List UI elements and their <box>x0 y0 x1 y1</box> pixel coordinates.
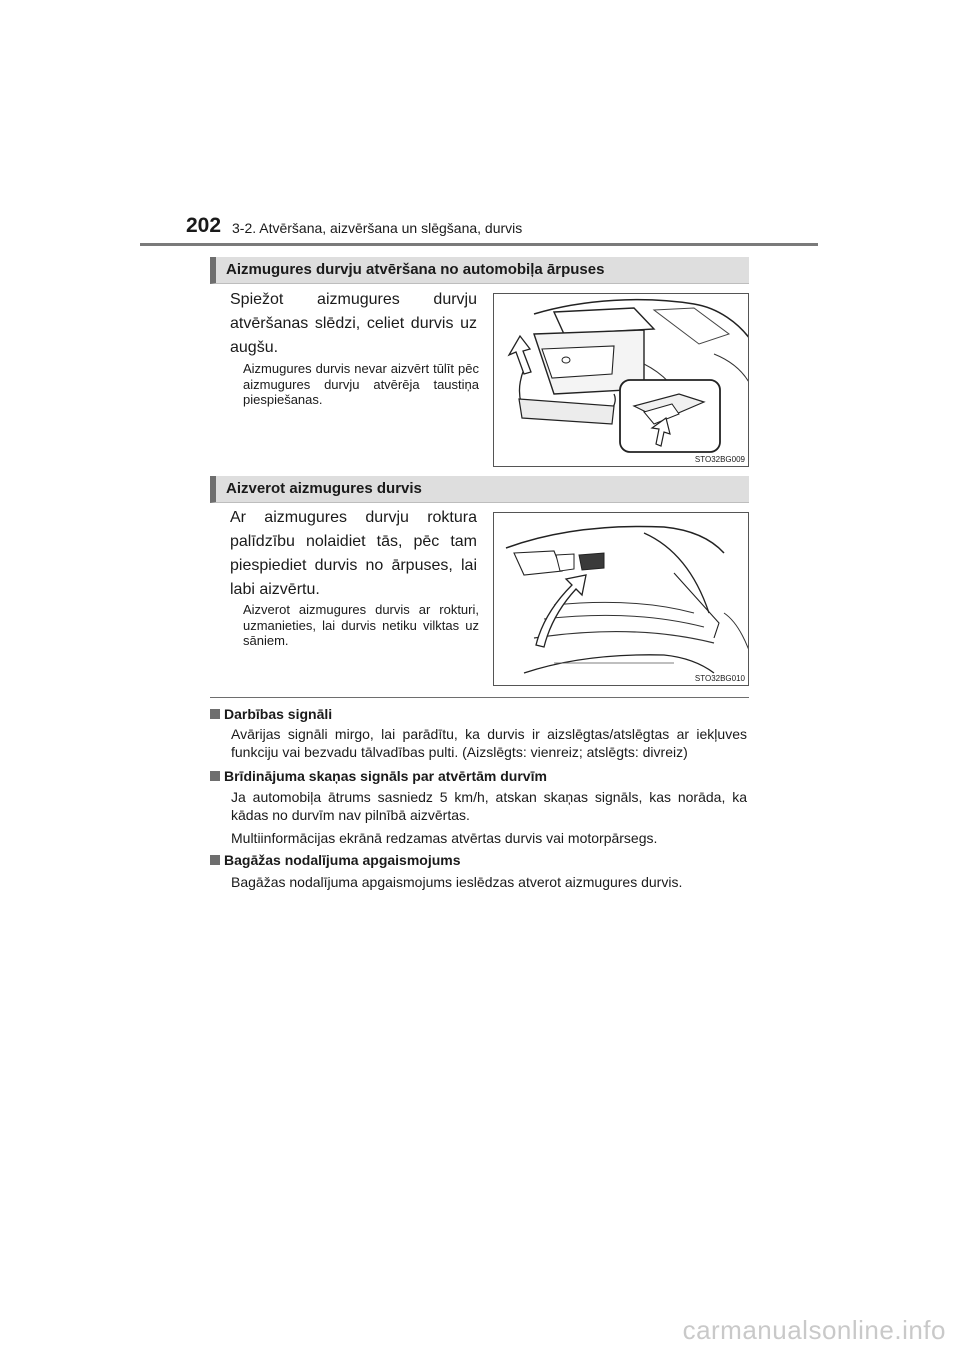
step-instruction-open: Spiežot aizmugures durvju atvēršanas slēdzi, celiet durvis uz augšu. <box>230 291 477 356</box>
square-bullet-icon <box>210 855 220 865</box>
figure-code: STO32BG009 <box>694 455 745 464</box>
info-body-signals: Avārijas signāli mirgo, lai parādītu, ka durvis ir aizslēgtas/atslēgtas ar iekļuves funkciju vai bezvadu tālvadības pulti. (Aizslēgts: vienreiz; atslēgts: divreiz) <box>231 726 747 760</box>
section-title: Aizverot aizmugures durvis <box>226 480 422 497</box>
header-rule <box>140 243 818 246</box>
square-bullet-icon <box>210 709 220 719</box>
tailgate-close-illustration <box>494 513 749 686</box>
step-note-open: Aizmugures durvis nevar aizvērt tūlīt pēc aizmugures durvju atvērēja taustiņa piespiešanas. <box>243 361 479 407</box>
info-body-door-warning: Ja automobiļa ātrums sasniedz 5 km/h, atskan skaņas signāls, kas norāda, ka kādas no durvīm nav pilnībā aizvērtas. <box>231 789 747 823</box>
step-note-close: Aizverot aizmugures durvis ar rokturi, uzmanieties, lai durvis netiku vilktas uz sāniem. <box>243 602 479 648</box>
square-bullet-icon <box>210 771 220 781</box>
figure-code: STO32BG010 <box>694 674 745 683</box>
info-body-luggage-light: Bagāžas nodalījuma apgaismojums ieslēdzas atverot aizmugures durvis. <box>231 874 683 890</box>
section-title: Aizmugures durvju atvēršana no automobiļa ārpuses <box>226 261 605 278</box>
section-heading-open-outside <box>210 257 749 284</box>
step-instruction-close: Ar aizmugures durvju roktura palīdzību nolaidiet tās, pēc tam piespiediet durvis no ārpuses, lai labi aizvērtu. <box>230 509 477 598</box>
info-heading-luggage-light: Bagāžas nodalījuma apgaismojums <box>210 852 461 868</box>
figure-open-tailgate <box>493 293 749 467</box>
section-heading-closing <box>210 476 749 503</box>
watermark: carmanualsonline.info <box>682 1315 946 1345</box>
page-number: 202 <box>186 214 222 237</box>
info-heading-door-warning: Brīdinājuma skaņas signāls par atvērtām durvīm <box>210 768 547 784</box>
figure-close-tailgate <box>493 512 749 686</box>
separator-rule <box>210 697 749 698</box>
tailgate-open-illustration <box>494 294 749 467</box>
info-heading-signals: Darbības signāli <box>210 706 332 722</box>
chapter-title: 3-2. Atvēršana, aizvēršana un slēgšana, durvis <box>232 220 523 236</box>
info-body-door-warning-2: Multiinformācijas ekrānā redzamas atvērtas durvis vai motorpārsegs. <box>231 830 658 846</box>
